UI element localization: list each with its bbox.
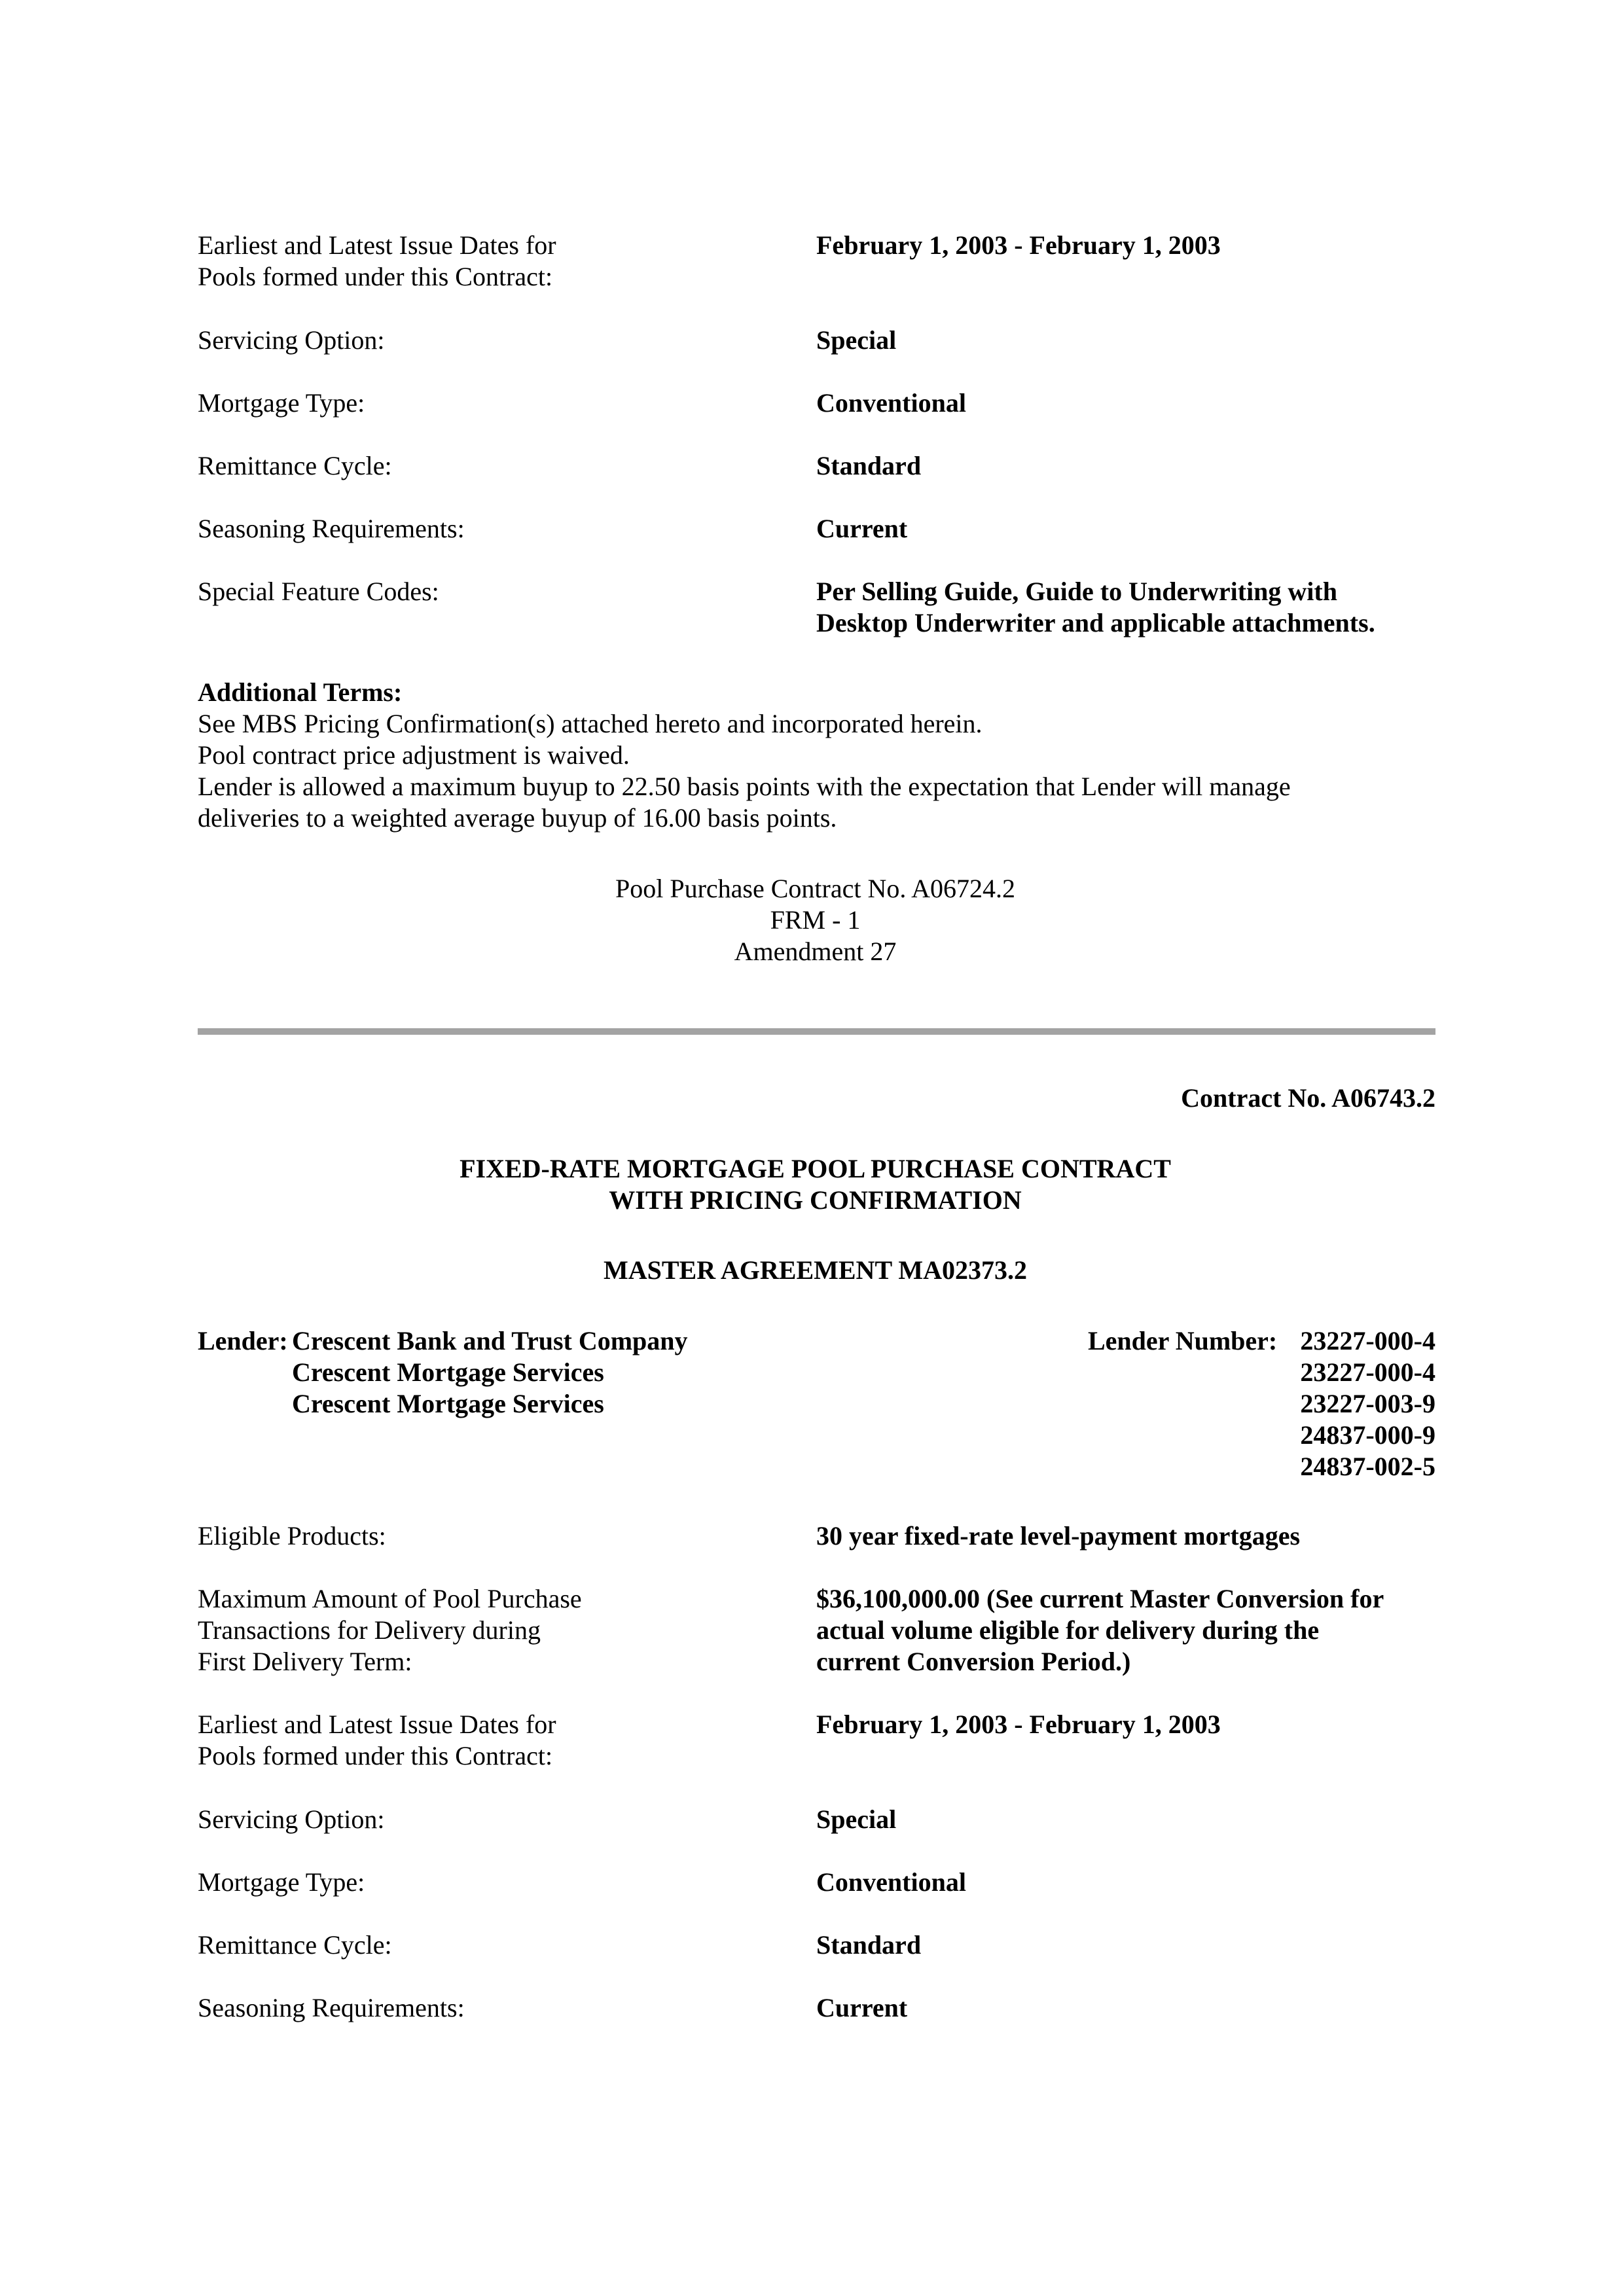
contract-title xyxy=(0,1153,1624,1216)
lender-number: 24837-002-5 xyxy=(1300,1452,1435,1481)
field-value-remittance-cycle-2: Standard xyxy=(816,1930,922,1960)
field-value-seasoning-2: Current xyxy=(816,1993,908,2022)
label-line: Pools formed under this Contract: xyxy=(198,1741,553,1770)
section-divider xyxy=(198,1028,1435,1035)
field-value-eligible-products: 30 year fixed-rate level-payment mortgages xyxy=(816,1521,1301,1551)
field-value-servicing-option: Special xyxy=(816,325,897,355)
value-line: current Conversion Period.) xyxy=(816,1647,1131,1676)
label-line: Earliest and Latest Issue Dates for xyxy=(198,1710,556,1739)
contract-footer xyxy=(0,873,1624,967)
footer-contract-number: Pool Purchase Contract No. A06724.2 xyxy=(615,874,1016,903)
contract-number: Contract No. A06743.2 xyxy=(1181,1083,1435,1113)
value-line: Per Selling Guide, Guide to Underwriting with xyxy=(816,577,1337,606)
lender-number: 23227-000-4 xyxy=(1300,1357,1435,1387)
field-value-servicing-option-2: Special xyxy=(816,1804,897,1834)
field-label-servicing-option: Servicing Option: xyxy=(198,325,385,355)
field-label-remittance-cycle: Remittance Cycle: xyxy=(198,451,392,480)
field-label-issue-dates xyxy=(198,230,556,293)
field-label-eligible-products: Eligible Products: xyxy=(198,1521,386,1551)
additional-terms xyxy=(198,677,1291,834)
lender-numbers xyxy=(1300,1325,1435,1482)
lender-name: Crescent Bank and Trust Company xyxy=(292,1326,688,1355)
value-line: Desktop Underwriter and applicable attachments. xyxy=(816,608,1375,637)
master-agreement: MASTER AGREEMENT MA02373.2 xyxy=(603,1255,1028,1285)
lender-number: 23227-003-9 xyxy=(1300,1389,1435,1418)
field-label-seasoning-2: Seasoning Requirements: xyxy=(198,1993,465,2022)
field-label-remittance-cycle-2: Remittance Cycle: xyxy=(198,1930,392,1960)
field-label-issue-dates-2 xyxy=(198,1709,556,1772)
label-line: First Delivery Term: xyxy=(198,1647,412,1676)
value-line: actual volume eligible for delivery during the xyxy=(816,1615,1320,1645)
lender-number-label: Lender Number: xyxy=(1088,1326,1278,1355)
lender-name: Crescent Mortgage Services xyxy=(292,1389,604,1418)
additional-terms-line: See MBS Pricing Confirmation(s) attached hereto and incorporated herein. xyxy=(198,709,983,738)
field-label-seasoning: Seasoning Requirements: xyxy=(198,514,465,543)
lender-number: 23227-000-4 xyxy=(1300,1326,1435,1355)
field-label-maximum-amount xyxy=(198,1583,582,1677)
title-line: WITH PRICING CONFIRMATION xyxy=(609,1185,1022,1215)
field-value-remittance-cycle: Standard xyxy=(816,451,922,480)
lender-number: 24837-000-9 xyxy=(1300,1420,1435,1450)
footer-amendment: Amendment 27 xyxy=(734,937,897,966)
title-line: FIXED-RATE MORTGAGE POOL PURCHASE CONTRACT xyxy=(460,1154,1171,1183)
field-label-special-feature-codes: Special Feature Codes: xyxy=(198,577,439,606)
label-line: Maximum Amount of Pool Purchase xyxy=(198,1584,582,1613)
field-value-special-feature-codes xyxy=(816,576,1375,639)
label-line: Transactions for Delivery during xyxy=(198,1615,541,1645)
additional-terms-line: deliveries to a weighted average buyup of 16.00 basis points. xyxy=(198,803,837,833)
field-label-servicing-option-2: Servicing Option: xyxy=(198,1804,385,1834)
label-line: Pools formed under this Contract: xyxy=(198,262,553,291)
field-value-seasoning: Current xyxy=(816,514,908,543)
additional-terms-line: Pool contract price adjustment is waived. xyxy=(198,740,630,770)
lender-label: Lender: xyxy=(198,1326,288,1355)
additional-terms-line: Lender is allowed a maximum buyup to 22.50 basis points with the expectation that Lender will manage xyxy=(198,772,1291,801)
field-label-mortgage-type-2: Mortgage Type: xyxy=(198,1867,365,1897)
label-line: Earliest and Latest Issue Dates for xyxy=(198,230,556,260)
lender-name: Crescent Mortgage Services xyxy=(292,1357,604,1387)
field-value-mortgage-type: Conventional xyxy=(816,388,966,418)
value-line: $36,100,000.00 (See current Master Conversion for xyxy=(816,1584,1384,1613)
field-label-mortgage-type: Mortgage Type: xyxy=(198,388,365,418)
field-value-issue-dates-2: February 1, 2003 - February 1, 2003 xyxy=(816,1710,1221,1739)
lender-names xyxy=(292,1325,688,1420)
field-value-issue-dates: February 1, 2003 - February 1, 2003 xyxy=(816,230,1221,260)
footer-form-code: FRM - 1 xyxy=(770,905,861,935)
field-value-maximum-amount xyxy=(816,1583,1384,1677)
field-value-mortgage-type-2: Conventional xyxy=(816,1867,966,1897)
additional-terms-heading: Additional Terms: xyxy=(198,677,403,707)
